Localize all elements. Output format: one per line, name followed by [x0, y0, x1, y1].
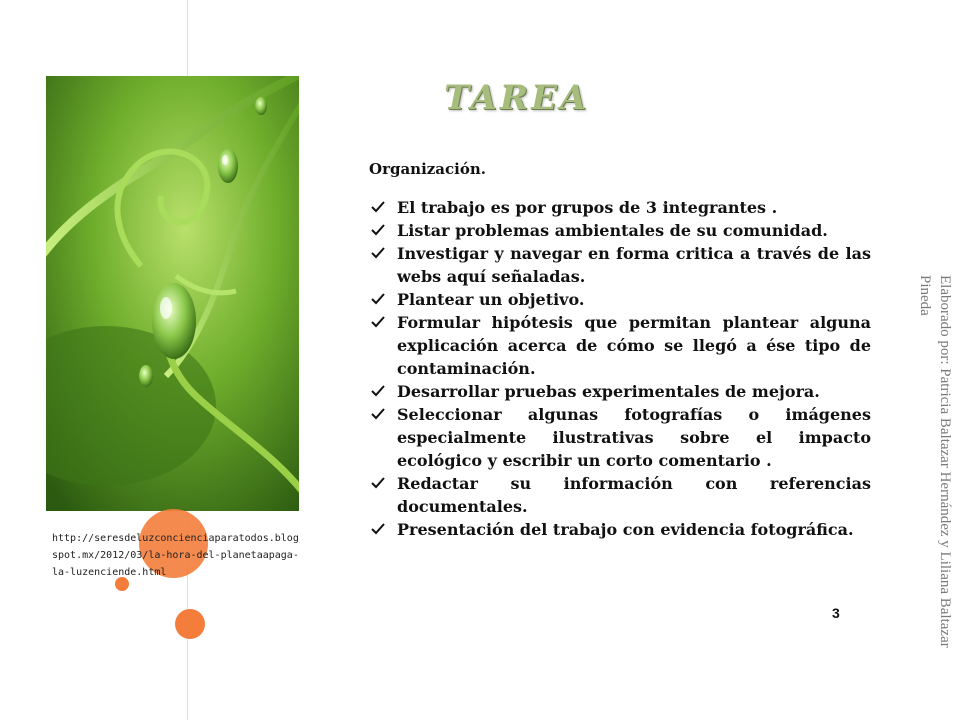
task-item [369, 518, 871, 541]
checkmark-icon [371, 223, 385, 237]
task-text: El trabajo es por grupos de 3 integrantes . [397, 198, 778, 217]
task-list [369, 196, 871, 541]
task-item [369, 472, 871, 518]
task-text: Formular hipótesis que permitan plantear alguna explicación acerca de cómo se llegó a ése tipo de contaminación. [397, 313, 871, 378]
checkmark-icon [371, 384, 385, 398]
checkmark-icon [371, 522, 385, 536]
task-text: Investigar y navegar en forma critica a través de las webs aquí señaladas. [397, 244, 871, 286]
checkmark-icon [371, 292, 385, 306]
task-text: Presentación del trabajo con evidencia fotográfica. [397, 520, 854, 539]
slide-content [369, 160, 871, 541]
task-item [369, 196, 871, 219]
checkmark-icon [371, 315, 385, 329]
task-item [369, 219, 871, 242]
slide-title: TAREA [444, 78, 590, 118]
image-source-link[interactable]: http://seresdeluzconcienciaparatodos.blogspot.mx/2012/03/la-hora-del-planetaapaga-la-luzenciende.html [52, 533, 299, 578]
checkmark-icon [371, 246, 385, 260]
checkmark-icon [371, 407, 385, 421]
checkmark-icon [371, 200, 385, 214]
task-item [369, 403, 871, 472]
task-text: Desarrollar pruebas experimentales de mejora. [397, 382, 820, 401]
task-item [369, 311, 871, 380]
task-item [369, 242, 871, 288]
task-item [369, 380, 871, 403]
task-item [369, 288, 871, 311]
checkmark-icon [371, 476, 385, 490]
author-credit: Elaborado por: Patricia Baltazar Hernández y Liliana Baltazar Pineda [917, 275, 953, 648]
task-text: Listar problemas ambientales de su comunidad. [397, 221, 828, 240]
photo-water-drop [46, 76, 299, 511]
task-text: Plantear un objetivo. [397, 290, 585, 309]
page-number: 3 [832, 605, 840, 621]
decorative-circle-medium [175, 609, 205, 639]
task-text: Seleccionar algunas fotografías o imágenes especialmente ilustrativas sobre el impacto ecológico y escribir un corto comentario . [397, 405, 871, 470]
section-heading: Organización. [369, 160, 486, 178]
task-text: Redactar su información con referencias documentales. [397, 474, 871, 516]
